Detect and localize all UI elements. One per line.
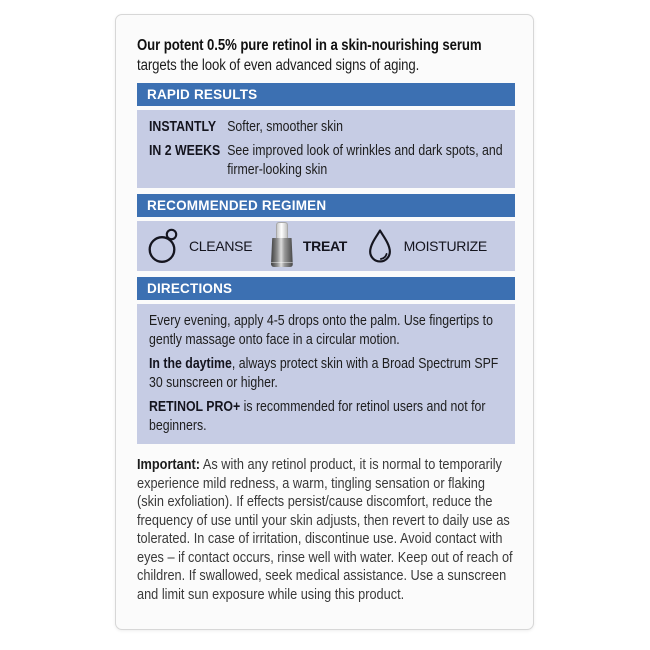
intro-claim xyxy=(137,36,515,76)
directions-text: , always protect skin with a Broad Spectrum SPF 30 sunscreen or higher. xyxy=(149,356,499,391)
regimen-step-label: CLEANSE xyxy=(189,238,253,254)
directions-paragraph-daytime xyxy=(149,355,503,393)
regimen-steps-panel xyxy=(137,221,515,271)
rapid-result-timing: IN 2 WEEKS xyxy=(149,143,221,159)
intro-claim-bold: Our potent 0.5% pure retinol in a skin-nourishing serum xyxy=(137,37,482,54)
regimen-step-moisturize xyxy=(365,227,487,265)
directions-paragraph-evening xyxy=(149,312,503,350)
important-text: As with any retinol product, it is normal to temporarily experience mild redness, a warm, tingling sensation or flaking (skin exfoliation). If effects persist/cause discomfort, reduce the frequency of use until your skin adjusts, then revert to daily use as tolerated. In case of irritation, discontinue use. Avoid contact with eyes – if contact occurs, rinse well with water. Keep out of reach of children. If swallowed, seek medical assistance. Use a sunscreen and limit sun exposure while using this product. xyxy=(137,456,513,603)
rapid-result-row-2-weeks xyxy=(149,142,503,180)
directions-bold-lead: In the daytime xyxy=(149,356,232,372)
rapid-result-benefit: Softer, smoother skin xyxy=(227,119,343,135)
rapid-result-timing: INSTANTLY xyxy=(149,119,217,135)
directions-text: Every evening, apply 4-5 drops onto the palm. Use fingertips to gently massage onto face in a circular motion. xyxy=(149,313,493,348)
serum-bottle-icon xyxy=(270,222,294,268)
section-header-recommended-regimen: RECOMMENDED REGIMEN xyxy=(137,194,515,217)
directions-text: is recommended for retinol users and not for beginners. xyxy=(149,399,486,434)
directions-paragraph-retinol-pro xyxy=(149,398,503,436)
directions-panel xyxy=(137,304,515,444)
regimen-step-treat xyxy=(270,224,347,268)
cleanse-lather-icon xyxy=(147,227,180,265)
serum-bottle-body xyxy=(271,238,293,267)
section-header-rapid-results: RAPID RESULTS xyxy=(137,83,515,106)
regimen-step-cleanse xyxy=(147,227,252,265)
important-label: Important: xyxy=(137,456,201,473)
rapid-result-row-instantly xyxy=(149,118,503,137)
intro-claim-rest: targets the look of even advanced signs of aging. xyxy=(137,57,420,74)
important-warning-paragraph xyxy=(137,456,515,604)
serum-bottle-cap xyxy=(276,222,288,239)
rapid-results-panel xyxy=(137,110,515,188)
rapid-result-benefit: See improved look of wrinkles and dark spots, and firmer-looking skin xyxy=(227,143,503,178)
product-info-label-card xyxy=(115,14,534,630)
regimen-step-label: MOISTURIZE xyxy=(403,238,487,254)
regimen-step-label: TREAT xyxy=(302,238,348,254)
directions-bold-lead: RETINOL PRO+ xyxy=(149,399,241,415)
section-header-directions: DIRECTIONS xyxy=(137,277,515,300)
water-drop-icon xyxy=(365,227,395,265)
